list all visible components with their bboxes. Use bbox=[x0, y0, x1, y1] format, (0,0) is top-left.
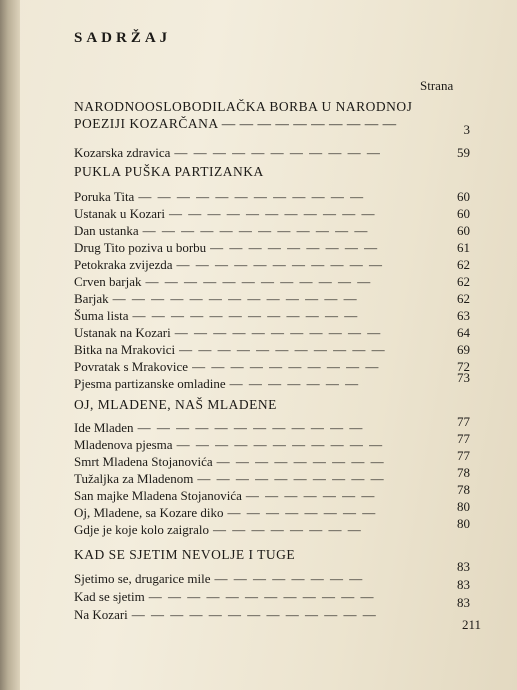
page-number: 83 bbox=[457, 577, 470, 592]
page-number: 3 bbox=[463, 122, 470, 137]
page-number: 60 bbox=[457, 206, 470, 221]
entry-title: Na Kozari bbox=[74, 607, 128, 622]
toc-entry bbox=[74, 324, 470, 341]
dot-leader: — — — — — — — — — — — — bbox=[142, 223, 369, 238]
dot-leader: — — — — — — — — — bbox=[216, 454, 386, 469]
toc-entry bbox=[74, 239, 470, 256]
section-title: OJ, MLADENE, NAŠ MLADENE bbox=[74, 397, 277, 412]
page-number: 62 bbox=[457, 274, 470, 289]
entry-title: Poruka Tita bbox=[74, 189, 135, 204]
toc-entry bbox=[74, 414, 470, 436]
page-number: 59 bbox=[457, 145, 470, 160]
toc-entry bbox=[74, 465, 470, 487]
toc-entry bbox=[74, 273, 470, 290]
entry-title: Oj, Mladene, sa Kozare diko bbox=[74, 505, 224, 520]
entry-title: Dan ustanka bbox=[74, 223, 139, 238]
toc-entry bbox=[74, 559, 470, 587]
dot-leader: — — — — — — — — bbox=[227, 505, 377, 520]
entry-title: Ide Mladen bbox=[74, 420, 134, 435]
dot-leader: — — — — — — — — — — — — — bbox=[112, 291, 359, 306]
entry-title: Ustanak u Kozari bbox=[74, 206, 165, 221]
dot-leader: — — — — — — — — — — — bbox=[176, 257, 384, 272]
toc-entry bbox=[74, 499, 470, 521]
dot-leader: — — — — — — — — — bbox=[210, 240, 379, 255]
toc-entry bbox=[74, 482, 470, 504]
dot-leader: — — — — — — — — — — — bbox=[174, 325, 382, 340]
entry-title: Šuma lista bbox=[74, 308, 129, 323]
page-number: 80 bbox=[457, 516, 470, 531]
page-number: 77 bbox=[457, 431, 470, 446]
page-number: 77 bbox=[457, 414, 470, 429]
entry-title: Barjak bbox=[74, 291, 109, 306]
toc-entry bbox=[74, 188, 470, 205]
toc-entry bbox=[74, 341, 470, 358]
toc-entry bbox=[74, 205, 470, 222]
page-number: 72 bbox=[457, 359, 470, 374]
dot-leader: — — — — — — — — — — — bbox=[174, 145, 382, 160]
entry-title: Kad se sjetim bbox=[74, 589, 145, 604]
entry-title: Mladenova pjesma bbox=[74, 437, 173, 452]
entry-title: San majke Mladena Stojanovića bbox=[74, 488, 242, 503]
entry-title: Petokraka zvijezda bbox=[74, 257, 173, 272]
section-title: KAD SE SJETIM NEVOLJE I TUGE bbox=[74, 547, 296, 562]
entry-title: Kozarska zdravica bbox=[74, 145, 171, 160]
dot-leader: — — — — — — — — — — — bbox=[179, 342, 387, 357]
dot-leader: — — — — — — — — — — — — bbox=[148, 589, 376, 604]
toc-entry bbox=[74, 370, 470, 392]
toc-entry bbox=[74, 290, 470, 307]
page-number: 64 bbox=[457, 325, 470, 340]
toc-entry bbox=[74, 448, 470, 470]
dot-leader: — — — — — — — — — — — bbox=[176, 437, 384, 452]
toc-entry bbox=[74, 358, 470, 375]
page-number: 83 bbox=[457, 559, 470, 574]
page-number: 83 bbox=[457, 595, 470, 610]
page-number: 80 bbox=[457, 499, 470, 514]
page-column-label: Strana bbox=[420, 78, 454, 93]
folio-page-number: 211 bbox=[462, 617, 482, 632]
section-title-continued: POEZIJI KOZARČANA — — — — — — — — — — bbox=[74, 116, 397, 131]
page-number: 77 bbox=[457, 448, 470, 463]
page-number: 62 bbox=[457, 257, 470, 272]
toc-entry bbox=[74, 516, 470, 538]
dot-leader: — — — — — — — — — — bbox=[192, 359, 380, 374]
toc-entry bbox=[74, 144, 470, 161]
entry-title: Smrt Mladena Stojanovića bbox=[74, 454, 213, 469]
dot-leader: — — — — — — — — bbox=[214, 571, 364, 586]
section-title: PUKLA PUŠKA PARTIZANKA bbox=[74, 164, 264, 179]
entry-title: Drug Tito poziva u borbu bbox=[74, 240, 207, 255]
page-number: 60 bbox=[457, 223, 470, 238]
dot-leader: — — — — — — — — — — — — bbox=[132, 308, 359, 323]
toc-entry bbox=[74, 431, 470, 453]
section-title: NARODNOOSLOBODILAČKA BORBA U NARODNOJ bbox=[74, 99, 413, 114]
page-number: 69 bbox=[457, 342, 470, 357]
section-entry bbox=[74, 115, 470, 137]
contents-heading: SADRŽAJ bbox=[74, 30, 172, 46]
entry-title: Crven barjak bbox=[74, 274, 142, 289]
book-binding bbox=[0, 0, 20, 690]
entry-title: Tužaljka za Mladenom bbox=[74, 471, 194, 486]
entry-title: Pjesma partizanske omladine bbox=[74, 376, 226, 391]
dot-leader: — — — — — — — — — — bbox=[197, 471, 386, 486]
entry-title: Bitka na Mrakovici bbox=[74, 342, 176, 357]
dot-leader: — — — — — — — — — — — bbox=[168, 206, 376, 221]
entry-title: Povratak s Mrakovice bbox=[74, 359, 189, 374]
dot-leader: — — — — — — — — — — — — — bbox=[131, 607, 378, 622]
toc-entry bbox=[74, 307, 470, 324]
page-number: 78 bbox=[457, 482, 470, 497]
entry-title: Sjetimo se, drugarice mile bbox=[74, 571, 211, 586]
entry-title: Ustanak na Kozari bbox=[74, 325, 171, 340]
dot-leader: — — — — — — — — — — — — bbox=[145, 274, 372, 289]
entry-title: Gdje je koje kolo zaigralo bbox=[74, 522, 210, 537]
dot-leader: — — — — — — — bbox=[245, 488, 376, 503]
page-number: 78 bbox=[457, 465, 470, 480]
dot-leader: — — — — — — — — bbox=[213, 522, 363, 537]
toc-entry bbox=[74, 256, 470, 273]
toc-entry bbox=[74, 222, 470, 239]
dot-leader: — — — — — — — — — — — — bbox=[138, 189, 365, 204]
page-number: 63 bbox=[457, 308, 470, 323]
dot-leader: — — — — — — — — — — — — bbox=[137, 420, 364, 435]
page-number: 60 bbox=[457, 189, 470, 204]
dot-leader: — — — — — — — bbox=[229, 376, 360, 391]
page-number: 62 bbox=[457, 291, 470, 306]
page-number: 61 bbox=[457, 240, 470, 255]
page-number: 73 bbox=[457, 370, 470, 385]
